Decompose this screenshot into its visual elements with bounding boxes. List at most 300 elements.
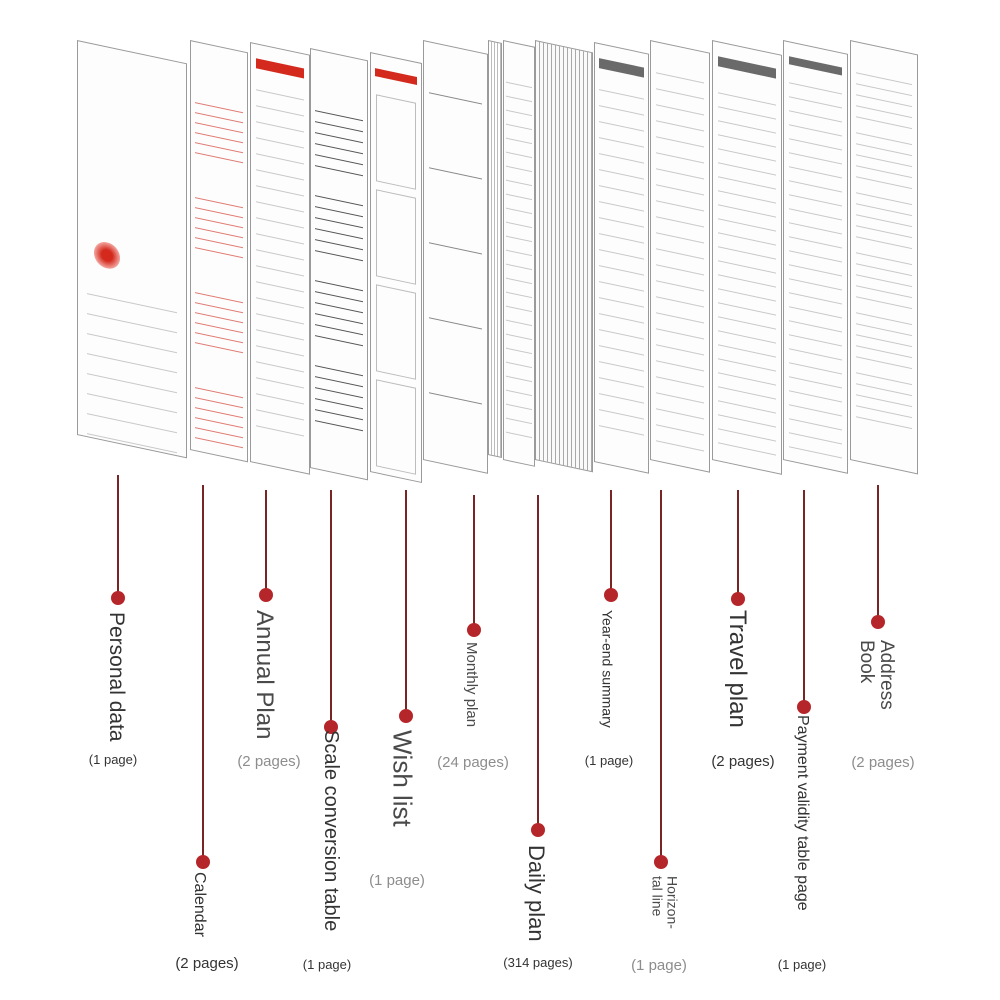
line-h-mark xyxy=(506,362,531,368)
line-h-mark xyxy=(599,121,644,131)
line-h-mark xyxy=(429,167,482,179)
line-h-mark xyxy=(789,292,842,304)
line-h-mark xyxy=(656,72,705,83)
line-h-mark xyxy=(718,232,775,245)
section-label-year-end-summary xyxy=(600,610,615,728)
line-h-mark xyxy=(506,124,531,130)
marker-dot xyxy=(604,588,618,602)
line-h-mark xyxy=(856,203,911,216)
section-label-calendar xyxy=(190,872,207,937)
line-h-mark xyxy=(599,89,644,99)
line-h-mark xyxy=(599,377,644,387)
line-h-mark xyxy=(599,217,644,227)
line-h-mark xyxy=(195,207,242,218)
line-h-mark xyxy=(656,232,705,243)
section-label-part: Wish list xyxy=(387,730,418,827)
section-label-travel-plan xyxy=(725,610,750,728)
section-label-part: Scale conversion table xyxy=(320,730,342,932)
leader-line xyxy=(330,490,332,727)
line-h-mark xyxy=(718,414,775,427)
line-h-mark xyxy=(195,312,242,323)
line-h-mark xyxy=(656,344,705,355)
line-h-mark xyxy=(429,392,482,404)
line-h-mark xyxy=(789,236,842,248)
line-h-mark xyxy=(718,302,775,315)
line-h-mark xyxy=(789,446,842,458)
line-h-mark xyxy=(789,208,842,220)
planner-page xyxy=(850,40,918,474)
box-mark xyxy=(94,240,120,272)
marker-dot xyxy=(654,855,668,869)
section-label-part: tal line xyxy=(649,876,666,917)
line-h-mark xyxy=(789,362,842,374)
line-h-mark xyxy=(718,260,775,273)
line-h-mark xyxy=(256,297,305,308)
line-h-mark xyxy=(506,278,531,284)
line-h-mark xyxy=(87,393,178,413)
line-h-mark xyxy=(656,280,705,291)
line-h-mark xyxy=(656,376,705,387)
page-count-address-book: (2 pages) xyxy=(851,754,915,771)
line-h-mark xyxy=(718,176,775,189)
marker-dot xyxy=(111,591,125,605)
leader-line xyxy=(202,485,204,862)
line-h-mark xyxy=(599,361,644,371)
section-label-address-book xyxy=(856,640,896,710)
marker-dot xyxy=(196,855,210,869)
line-h-mark xyxy=(856,236,911,249)
line-h-mark xyxy=(195,332,242,343)
line-h-mark xyxy=(315,335,362,346)
line-h-mark xyxy=(315,239,362,250)
line-h-mark xyxy=(656,408,705,419)
line-h-mark xyxy=(789,96,842,108)
line-h-mark xyxy=(856,72,911,85)
line-h-mark xyxy=(856,345,911,358)
line-h-mark xyxy=(256,169,305,180)
line-h-mark xyxy=(506,82,531,88)
line-h-mark xyxy=(506,152,531,158)
line-h-mark xyxy=(315,387,362,398)
line-h-mark xyxy=(656,120,705,131)
line-h-mark xyxy=(789,152,842,164)
line-h-mark xyxy=(315,143,362,154)
line-h-mark xyxy=(195,437,242,448)
line-h-mark xyxy=(256,313,305,324)
greybar-mark xyxy=(718,56,775,78)
line-h-mark xyxy=(718,274,775,287)
line-h-mark xyxy=(789,138,842,150)
line-h-mark xyxy=(718,386,775,399)
section-label-part: Personal data xyxy=(105,612,129,742)
line-h-mark xyxy=(256,217,305,228)
section-label-part: Payment validity table page xyxy=(793,715,811,911)
line-h-mark xyxy=(856,274,911,287)
line-h-mark xyxy=(789,110,842,122)
line-h-mark xyxy=(87,373,178,393)
line-h-mark xyxy=(506,110,531,116)
line-h-mark xyxy=(195,292,242,303)
line-h-mark xyxy=(256,265,305,276)
planner-page xyxy=(503,40,535,467)
line-h-mark xyxy=(789,348,842,360)
line-h-mark xyxy=(789,306,842,318)
line-h-mark xyxy=(195,217,242,228)
line-h-mark xyxy=(599,313,644,323)
line-h-mark xyxy=(789,320,842,332)
planner-page xyxy=(77,40,187,458)
line-h-mark xyxy=(599,201,644,211)
line-h-mark xyxy=(506,306,531,312)
line-h-mark xyxy=(315,409,362,420)
planner-page xyxy=(783,40,848,474)
line-h-mark xyxy=(789,166,842,178)
page-count-year-end-summary: (1 page) xyxy=(584,753,634,768)
line-h-mark xyxy=(195,197,242,208)
line-h-mark xyxy=(256,89,305,100)
box-mark xyxy=(376,284,416,380)
planner-page xyxy=(370,52,422,483)
line-h-mark xyxy=(656,104,705,115)
line-h-mark xyxy=(256,185,305,196)
line-h-mark xyxy=(718,372,775,385)
line-h-mark xyxy=(789,376,842,388)
line-h-mark xyxy=(315,217,362,228)
planner-page xyxy=(650,40,710,473)
line-h-mark xyxy=(789,180,842,192)
line-h-mark xyxy=(256,105,305,116)
page-count-calendar: (2 pages) xyxy=(175,955,239,972)
line-h-mark xyxy=(599,153,644,163)
line-h-mark xyxy=(856,105,911,118)
section-label-personal-data xyxy=(105,612,127,742)
planner-page xyxy=(594,42,649,474)
section-label-payment-validity-table-page xyxy=(793,715,810,911)
line-h-mark xyxy=(195,152,242,163)
line-h-mark xyxy=(506,334,531,340)
line-h-mark xyxy=(656,184,705,195)
box-mark xyxy=(376,94,416,190)
section-label-monthly-plan xyxy=(463,642,479,727)
line-h-mark xyxy=(87,353,178,373)
line-h-mark xyxy=(599,105,644,115)
line-h-mark xyxy=(718,92,775,105)
line-h-mark xyxy=(315,324,362,335)
line-h-mark xyxy=(315,420,362,431)
line-h-mark xyxy=(856,143,911,156)
line-h-mark xyxy=(599,297,644,307)
line-h-mark xyxy=(656,360,705,371)
line-h-mark xyxy=(856,263,911,276)
line-h-mark xyxy=(506,236,531,242)
leader-line xyxy=(405,490,407,716)
line-h-mark xyxy=(789,278,842,290)
line-h-mark xyxy=(789,222,842,234)
line-h-mark xyxy=(315,376,362,387)
line-h-mark xyxy=(315,291,362,302)
line-h-mark xyxy=(195,102,242,113)
line-h-mark xyxy=(856,165,911,178)
planner-page xyxy=(310,48,368,480)
line-h-mark xyxy=(789,418,842,430)
line-h-mark xyxy=(315,313,362,324)
line-h-mark xyxy=(856,416,911,429)
line-h-mark xyxy=(789,250,842,262)
line-h-mark xyxy=(856,225,911,238)
section-label-part: Travel plan xyxy=(724,610,752,728)
line-h-mark xyxy=(256,345,305,356)
box-mark xyxy=(376,379,416,475)
section-label-annual-plan xyxy=(252,610,277,739)
line-h-mark xyxy=(195,322,242,333)
line-h-mark xyxy=(195,142,242,153)
line-h-mark xyxy=(315,398,362,409)
line-h-mark xyxy=(718,120,775,133)
line-h-mark xyxy=(195,247,242,258)
line-h-mark xyxy=(256,377,305,388)
section-label-part: Horizon- xyxy=(664,876,681,929)
line-h-mark xyxy=(599,345,644,355)
line-h-mark xyxy=(506,264,531,270)
line-h-mark xyxy=(506,138,531,144)
section-label-part: Calendar xyxy=(190,872,208,937)
page-count-annual-plan: (2 pages) xyxy=(237,753,301,770)
marker-dot xyxy=(259,588,273,602)
line-h-mark xyxy=(506,222,531,228)
greybar-mark xyxy=(789,56,842,75)
line-h-mark xyxy=(656,168,705,179)
line-h-mark xyxy=(656,248,705,259)
line-h-mark xyxy=(256,201,305,212)
line-h-mark xyxy=(856,285,911,298)
line-h-mark xyxy=(856,116,911,129)
line-h-mark xyxy=(718,344,775,357)
line-h-mark xyxy=(599,233,644,243)
line-h-mark xyxy=(656,296,705,307)
section-label-part: Daily plan xyxy=(524,845,550,942)
line-h-mark xyxy=(856,323,911,336)
line-h-mark xyxy=(87,293,178,313)
line-h-mark xyxy=(599,281,644,291)
planner-page xyxy=(190,40,248,462)
line-h-mark xyxy=(656,216,705,227)
line-h-mark xyxy=(656,328,705,339)
line-h-mark xyxy=(506,208,531,214)
line-h-mark xyxy=(718,204,775,217)
line-h-mark xyxy=(789,82,842,94)
line-h-mark xyxy=(718,428,775,441)
line-h-mark xyxy=(506,376,531,382)
line-h-mark xyxy=(195,302,242,313)
line-h-mark xyxy=(599,185,644,195)
line-h-mark xyxy=(718,218,775,231)
line-h-mark xyxy=(599,409,644,419)
line-h-mark xyxy=(856,356,911,369)
line-h-mark xyxy=(195,122,242,133)
page-count-daily-plan: (314 pages) xyxy=(503,955,573,970)
redbar-mark xyxy=(375,68,417,85)
line-h-mark xyxy=(315,165,362,176)
leader-line xyxy=(803,490,805,707)
line-h-mark xyxy=(506,432,531,438)
line-h-mark xyxy=(195,427,242,438)
redbar-mark xyxy=(256,58,305,78)
page-count-scale-conversion-table: (1 page) xyxy=(302,957,352,972)
line-h-mark xyxy=(656,264,705,275)
leader-line xyxy=(610,490,612,595)
line-h-mark xyxy=(718,358,775,371)
line-h-mark xyxy=(789,404,842,416)
line-h-mark xyxy=(87,313,178,333)
line-h-mark xyxy=(656,392,705,403)
line-h-mark xyxy=(256,409,305,420)
line-h-mark xyxy=(87,433,178,453)
line-h-mark xyxy=(856,83,911,96)
line-h-mark xyxy=(506,320,531,326)
line-h-mark xyxy=(599,249,644,259)
leader-line xyxy=(877,485,879,622)
line-h-mark xyxy=(718,330,775,343)
line-h-mark xyxy=(856,372,911,385)
line-h-mark xyxy=(315,195,362,206)
line-h-mark xyxy=(315,228,362,239)
line-h-mark xyxy=(256,137,305,148)
section-label-scale-conversion-table xyxy=(320,730,341,931)
line-h-mark xyxy=(429,242,482,254)
greybar-mark xyxy=(599,58,644,77)
leader-line xyxy=(537,495,539,830)
line-h-mark xyxy=(506,390,531,396)
line-h-mark xyxy=(656,88,705,99)
line-h-mark xyxy=(856,296,911,309)
line-h-mark xyxy=(856,176,911,189)
leader-line xyxy=(660,490,662,862)
line-h-mark xyxy=(856,312,911,325)
line-h-mark xyxy=(315,206,362,217)
line-h-mark xyxy=(599,425,644,435)
line-h-mark xyxy=(856,252,911,265)
line-h-mark xyxy=(789,264,842,276)
line-h-mark xyxy=(195,227,242,238)
section-label-horizontal-line xyxy=(650,876,679,929)
line-h-mark xyxy=(656,152,705,163)
planner-page xyxy=(423,40,488,474)
page-count-personal-data: (1 page) xyxy=(88,752,138,767)
section-label-part: Annual Plan xyxy=(251,610,279,740)
line-h-mark xyxy=(256,425,305,436)
line-h-mark xyxy=(256,281,305,292)
line-h-mark xyxy=(718,190,775,203)
line-h-mark xyxy=(195,407,242,418)
line-h-mark xyxy=(506,194,531,200)
line-h-mark xyxy=(856,154,911,167)
leader-line xyxy=(117,475,119,598)
line-h-mark xyxy=(195,417,242,428)
marker-dot xyxy=(467,623,481,637)
planner-page xyxy=(535,40,593,472)
section-label-part: Year-end summary xyxy=(599,610,616,728)
page-count-monthly-plan: (24 pages) xyxy=(437,754,509,771)
line-h-mark xyxy=(506,292,531,298)
line-h-mark xyxy=(656,312,705,323)
line-h-mark xyxy=(315,121,362,132)
line-h-mark xyxy=(87,333,178,353)
line-h-mark xyxy=(856,214,911,227)
line-h-mark xyxy=(718,246,775,259)
line-h-mark xyxy=(195,132,242,143)
line-h-mark xyxy=(718,134,775,147)
marker-dot xyxy=(399,709,413,723)
line-h-mark xyxy=(599,329,644,339)
line-h-mark xyxy=(195,237,242,248)
line-h-mark xyxy=(315,280,362,291)
page-count-travel-plan: (2 pages) xyxy=(711,753,775,770)
planner-page xyxy=(712,40,782,475)
marker-dot xyxy=(871,615,885,629)
line-h-mark xyxy=(195,387,242,398)
line-h-mark xyxy=(256,249,305,260)
line-h-mark xyxy=(856,383,911,396)
line-h-mark xyxy=(599,393,644,403)
line-h-mark xyxy=(315,132,362,143)
line-h-mark xyxy=(718,162,775,175)
line-h-mark xyxy=(256,121,305,132)
line-h-mark xyxy=(315,365,362,376)
line-h-mark xyxy=(599,265,644,275)
line-h-mark xyxy=(429,92,482,104)
line-h-mark xyxy=(789,194,842,206)
line-h-mark xyxy=(256,153,305,164)
line-h-mark xyxy=(789,432,842,444)
line-h-mark xyxy=(195,397,242,408)
line-h-mark xyxy=(195,342,242,353)
line-h-mark xyxy=(718,148,775,161)
planner-page xyxy=(488,40,502,458)
leader-line xyxy=(737,490,739,599)
line-h-mark xyxy=(195,112,242,123)
line-h-mark xyxy=(315,110,362,121)
planner-page xyxy=(250,42,310,475)
line-h-mark xyxy=(856,132,911,145)
line-h-mark xyxy=(506,180,531,186)
line-h-mark xyxy=(599,169,644,179)
line-h-mark xyxy=(856,94,911,107)
line-h-mark xyxy=(656,136,705,147)
line-h-mark xyxy=(506,166,531,172)
line-h-mark xyxy=(506,348,531,354)
line-h-mark xyxy=(506,404,531,410)
line-h-mark xyxy=(506,96,531,102)
section-label-part: Book xyxy=(855,640,877,684)
line-h-mark xyxy=(789,124,842,136)
line-h-mark xyxy=(718,442,775,455)
line-h-mark xyxy=(256,393,305,404)
marker-dot xyxy=(797,700,811,714)
section-label-part: Address xyxy=(875,640,897,710)
line-h-mark xyxy=(656,440,705,451)
section-label-wish-list xyxy=(387,730,418,827)
line-h-mark xyxy=(256,233,305,244)
line-h-mark xyxy=(789,390,842,402)
line-h-mark xyxy=(429,317,482,329)
line-h-mark xyxy=(315,154,362,165)
marker-dot xyxy=(731,592,745,606)
leader-line xyxy=(473,495,475,630)
line-h-mark xyxy=(506,418,531,424)
line-h-mark xyxy=(315,302,362,313)
marker-dot xyxy=(531,823,545,837)
line-h-mark xyxy=(856,334,911,347)
